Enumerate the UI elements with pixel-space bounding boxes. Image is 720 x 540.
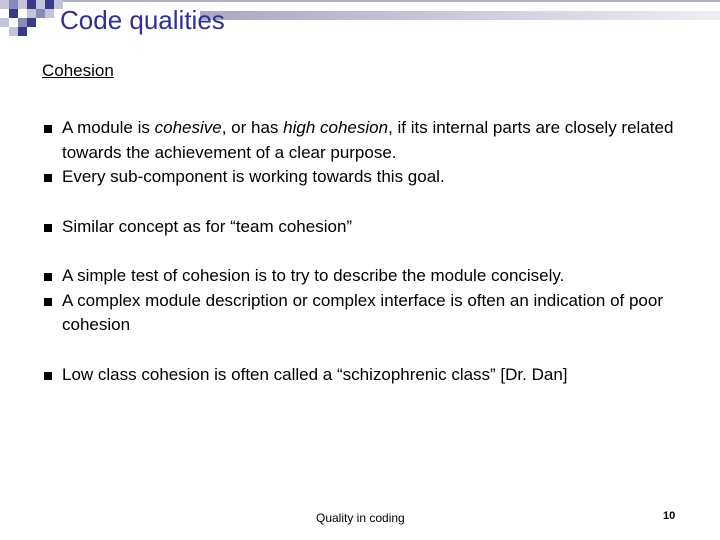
bullet-item — [42, 116, 710, 165]
square-bullet-icon — [44, 372, 52, 380]
bullet-text: , or has — [221, 118, 284, 137]
page-number: 10 — [663, 510, 676, 522]
square-bullet-icon — [44, 125, 52, 133]
bullet-item — [42, 363, 710, 388]
bullet-emphasis: cohesive — [154, 118, 222, 137]
slide-title: Code qualities — [60, 5, 225, 35]
bullet-text: A simple test of cohesion is to try to describe the module concisely. — [62, 266, 565, 285]
bullet-item — [42, 165, 710, 190]
square-bullet-icon — [44, 224, 52, 232]
slide-subtitle: Cohesion — [42, 61, 114, 80]
bullet-emphasis: high cohesion — [283, 118, 389, 137]
square-bullet-icon — [44, 298, 52, 306]
square-bullet-icon — [44, 273, 52, 281]
bullet-item — [42, 215, 710, 240]
bullet-item — [42, 264, 710, 289]
square-bullet-icon — [44, 174, 52, 182]
slide-footer: Quality in coding — [316, 511, 405, 525]
bullet-text: , if its internal parts are closely related towards the achievement of a clear purpose. — [62, 118, 674, 162]
bullet-text: A module is — [62, 118, 155, 137]
bullet-text: Similar concept as for “team cohesion” — [62, 216, 353, 236]
bullet-list — [42, 116, 710, 387]
bullet-text: Low class cohesion is often called a “schizophrenic class” [Dr. Dan] — [62, 364, 568, 384]
bullet-item — [42, 289, 710, 338]
bullet-text: Every sub-component is working towards this goal. — [62, 167, 445, 186]
bullet-text: A complex module description or complex interface is often an indication of poor cohesion — [62, 290, 663, 334]
